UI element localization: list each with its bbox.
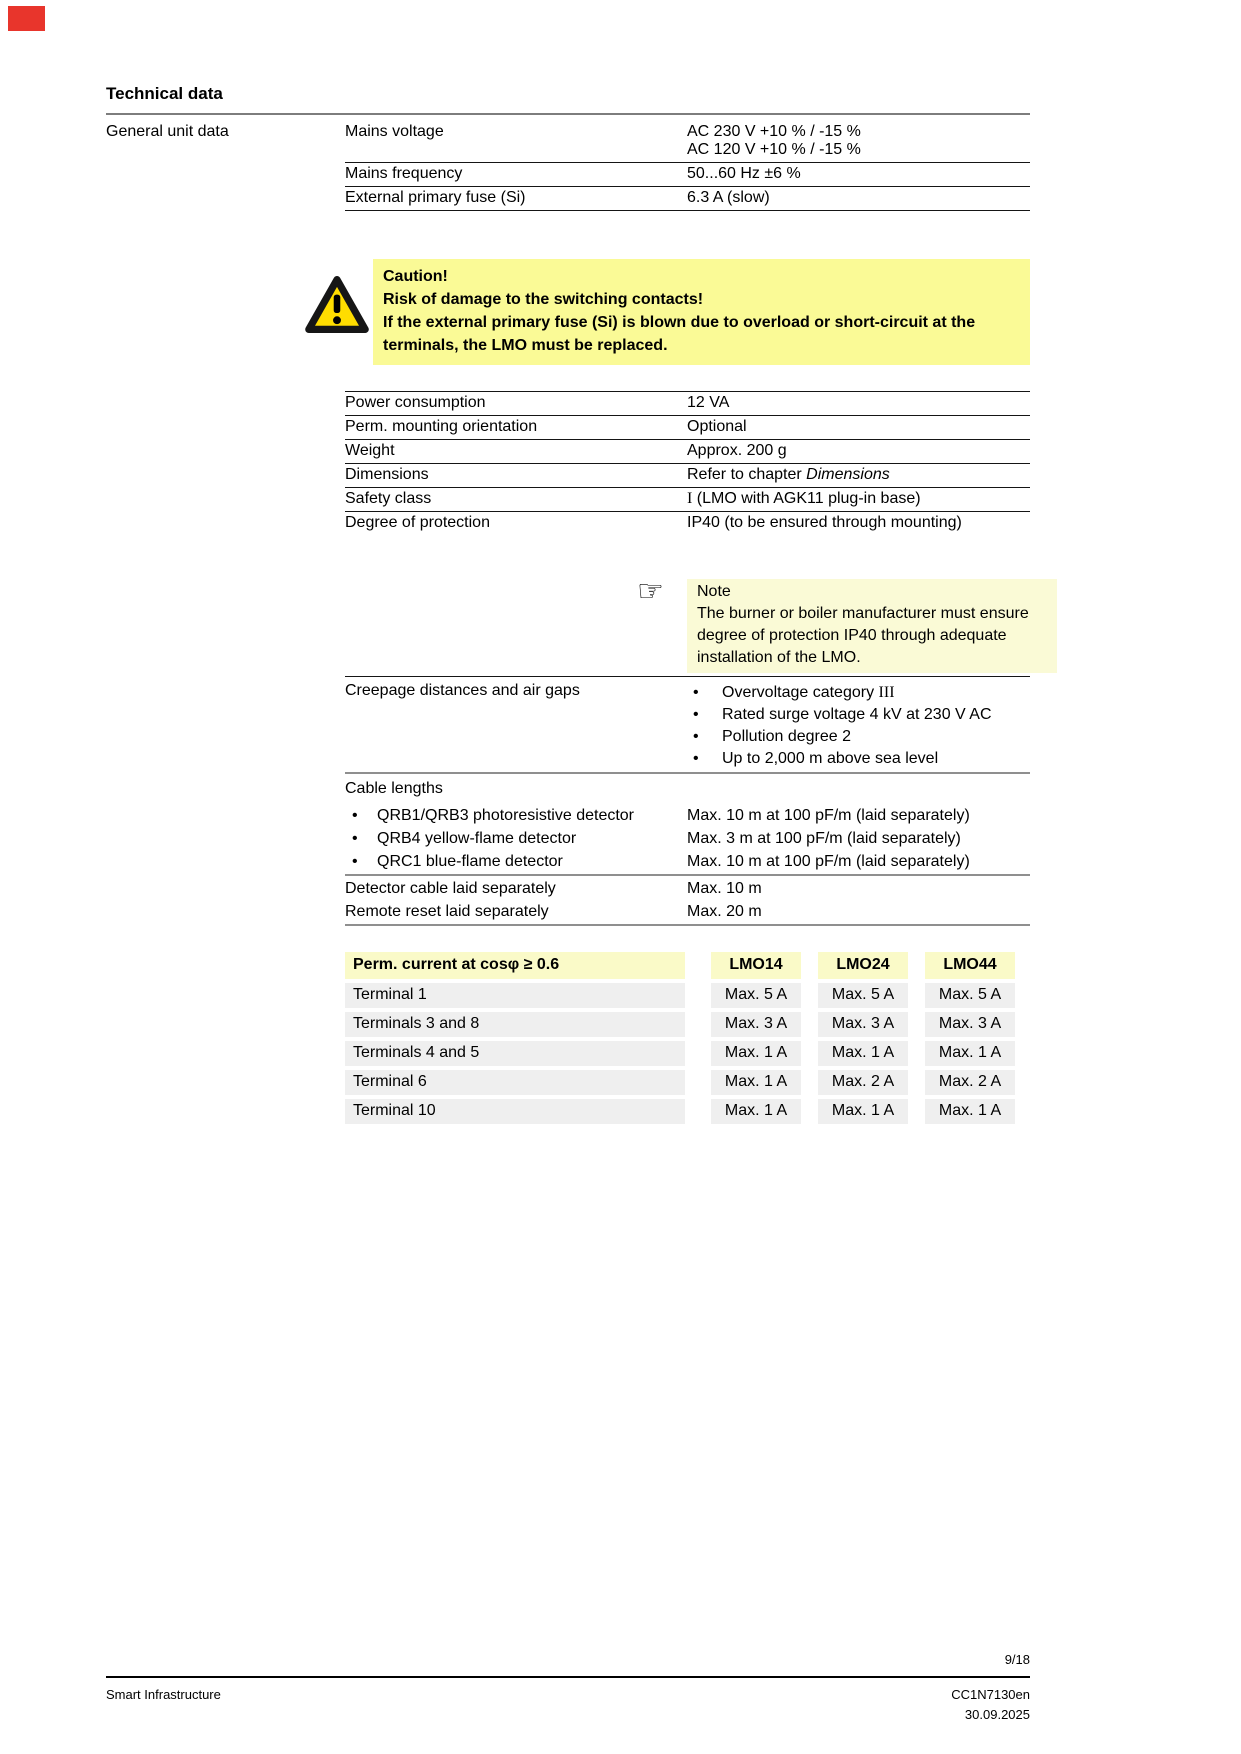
row-value-italic: Dimensions <box>806 466 890 483</box>
row-value-text: (LMO with AGK11 plug-in base) <box>692 490 921 507</box>
row-label: Safety class <box>345 488 687 512</box>
cable-bullet-rows <box>106 801 1030 876</box>
spacer-cell <box>106 828 345 851</box>
caution-box <box>373 259 1030 365</box>
table-row <box>345 1099 1015 1124</box>
table-cell: Max. 3 A <box>818 1012 908 1037</box>
row-label <box>345 851 687 876</box>
row-value: Max. 10 m at 100 pF/m (laid separately) <box>687 807 970 824</box>
table-column-header: LMO14 <box>711 952 801 979</box>
cable-plain-rows <box>106 876 1030 926</box>
table-cell: Max. 1 A <box>818 1099 908 1124</box>
table-header-row <box>345 952 1015 979</box>
spacer-cell <box>106 577 345 677</box>
row-value-line: AC 230 V +10 % / -15 % <box>687 123 861 140</box>
spacer-cell <box>106 488 345 512</box>
spacer-cell <box>106 901 345 926</box>
spacer-cell <box>106 878 345 901</box>
table-row <box>106 878 1030 901</box>
spacer-cell <box>106 774 345 801</box>
bullet-item <box>687 682 1030 704</box>
row-label: Power consumption <box>345 391 687 416</box>
spacer-cell <box>106 391 345 416</box>
spacer-cell <box>106 512 345 535</box>
row-value: Max. 10 m <box>687 880 762 897</box>
table-cell: Max. 1 A <box>711 1099 801 1124</box>
note-row <box>106 574 1030 677</box>
bullet-icon: • <box>352 807 358 824</box>
bullet-text: Rated surge voltage 4 kV at 230 V AC <box>722 706 992 723</box>
row-label <box>345 828 687 851</box>
table-cell: Max. 1 A <box>925 1041 1015 1066</box>
table-row <box>106 440 1030 464</box>
table-cell: Terminals 3 and 8 <box>345 1012 685 1037</box>
row-label: External primary fuse (Si) <box>345 187 687 211</box>
table-header-label: Perm. current at cosφ ≥ 0.6 <box>345 952 685 979</box>
bullet-icon: • <box>693 750 699 767</box>
table-column-header: LMO44 <box>925 952 1015 979</box>
bullet-text: QRB1/QRB3 photoresistive detector <box>377 807 635 824</box>
footer-row <box>106 1685 1030 1725</box>
bullet-text: QRB4 yellow-flame detector <box>377 830 577 847</box>
row-value <box>687 121 1030 163</box>
row-value: Approx. 200 g <box>687 440 1030 464</box>
row-value: IP40 (to be ensured through mounting) <box>687 514 962 531</box>
caution-line: If the external primary fuse (Si) is blown due to overload or short-circuit at the terminals, the LMO must be replaced. <box>383 314 976 354</box>
footer-doc-id: CC1N7130en <box>951 1687 1030 1702</box>
table-cell: Max. 1 A <box>711 1070 801 1095</box>
row-label: Mains frequency <box>345 163 687 187</box>
cable-lengths-header-row <box>106 774 1030 801</box>
row-value-line: AC 120 V +10 % / -15 % <box>687 141 861 158</box>
bullet-item <box>687 726 1030 748</box>
table-cell: Max. 2 A <box>925 1070 1015 1095</box>
table-row <box>106 828 1030 851</box>
current-table <box>345 952 1015 1124</box>
table-row <box>106 512 1030 535</box>
table-cell: Terminal 1 <box>345 983 685 1008</box>
spacer-cell <box>106 464 345 488</box>
row-label: Dimensions <box>345 464 687 488</box>
page-footer <box>106 1652 1030 1725</box>
table-row <box>345 1070 1015 1095</box>
table-row <box>106 901 1030 926</box>
bullet-icon: • <box>352 830 358 847</box>
bullet-item <box>687 704 1030 726</box>
spacer-cell <box>106 187 345 211</box>
row-value: 50...60 Hz ±6 % <box>687 163 1030 187</box>
unit-data-section <box>106 391 1030 535</box>
table-row <box>345 983 1015 1008</box>
table-cell: Max. 5 A <box>711 983 801 1008</box>
row-value: Max. 10 m at 100 pF/m (laid separately) <box>687 851 1030 876</box>
table-cell: Max. 1 A <box>925 1099 1015 1124</box>
row-value: 12 VA <box>687 391 1030 416</box>
page-content <box>106 0 1030 1128</box>
footer-date: 30.09.2025 <box>964 1707 1030 1722</box>
table-cell: Max. 2 A <box>818 1070 908 1095</box>
row-value-roman: I <box>687 490 693 507</box>
table-row <box>106 163 1030 187</box>
creepage-bullets <box>687 677 1030 774</box>
row-label: Degree of protection <box>345 514 490 531</box>
footer-brand: Smart Infrastructure <box>106 1687 221 1702</box>
bullet-text: Overvoltage category <box>722 684 879 701</box>
spacer-cell <box>106 440 345 464</box>
caution-title: Caution! <box>383 268 448 285</box>
table-cell: Max. 5 A <box>818 983 908 1008</box>
spacer-cell <box>106 805 345 828</box>
spacer-cell <box>106 416 345 440</box>
bullet-text: Up to 2,000 m above sea level <box>722 750 939 767</box>
row-value: Optional <box>687 416 1030 440</box>
table-row <box>106 391 1030 416</box>
row-value: Max. 20 m <box>687 901 1030 926</box>
bullet-text: Pollution degree 2 <box>722 728 851 745</box>
row-label: Weight <box>345 440 687 464</box>
table-cell: Max. 3 A <box>925 1012 1015 1037</box>
note-text: The burner or boiler manufacturer must ensure degree of protection IP40 through adequate installation of the LMO. <box>697 605 1029 666</box>
table-row <box>106 416 1030 440</box>
creepage-row <box>106 677 1030 774</box>
row-label: Perm. mounting orientation <box>345 416 687 440</box>
spacer-cell <box>687 774 1030 801</box>
warning-triangle-icon <box>304 275 370 334</box>
spacer-cell <box>345 574 687 677</box>
page-marker <box>8 6 45 31</box>
bullet-text: QRC1 blue-flame detector <box>377 853 563 870</box>
section-subheader: Cable lengths <box>345 780 443 797</box>
table-column-header: LMO24 <box>818 952 908 979</box>
caution-line: Risk of damage to the switching contacts! <box>383 291 704 308</box>
bullet-item <box>687 748 1030 770</box>
general-unit-data-section <box>106 121 1030 211</box>
table-cell: Max. 5 A <box>925 983 1015 1008</box>
note-cell <box>637 574 1030 677</box>
table-row <box>106 488 1030 512</box>
spacer-cell <box>106 851 345 876</box>
table-cell: Max. 3 A <box>711 1012 801 1037</box>
row-label: Creepage distances and air gaps <box>345 677 687 774</box>
row-value <box>687 464 1030 488</box>
row-value <box>687 488 1030 512</box>
bullet-icon: • <box>352 853 358 870</box>
spacer-cell <box>106 163 345 187</box>
bullet-roman: III <box>878 684 895 701</box>
table-cell: Max. 1 A <box>818 1041 908 1066</box>
section-label: General unit data <box>106 123 229 140</box>
row-label: Detector cable laid separately <box>345 880 556 897</box>
row-value: Max. 3 m at 100 pF/m (laid separately) <box>687 830 961 847</box>
note-title: Note <box>697 583 731 600</box>
caution-block <box>106 259 1030 365</box>
page-number: 9/18 <box>1004 1652 1030 1667</box>
row-label: Mains voltage <box>345 121 687 163</box>
table-row <box>106 805 1030 828</box>
pointing-hand-icon: ☞ <box>637 574 664 609</box>
table-cell: Terminal 6 <box>345 1070 685 1095</box>
table-row <box>106 187 1030 211</box>
bullet-icon: • <box>693 728 699 745</box>
bullet-icon: • <box>693 706 699 723</box>
note-box <box>637 574 1057 673</box>
spacer-cell <box>106 677 345 774</box>
table-row <box>106 121 1030 163</box>
table-cell: Max. 1 A <box>711 1041 801 1066</box>
table-row <box>106 464 1030 488</box>
table-row <box>345 1012 1015 1037</box>
row-value: 6.3 A (slow) <box>687 187 1030 211</box>
table-row <box>106 851 1030 876</box>
table-cell: Terminal 10 <box>345 1099 685 1124</box>
row-value-text: Refer to chapter <box>687 466 807 483</box>
row-label <box>345 805 687 828</box>
row-label: Remote reset laid separately <box>345 901 687 926</box>
footer-right <box>951 1685 1030 1725</box>
bullet-icon: • <box>693 684 699 701</box>
page-title: Technical data <box>106 83 1030 115</box>
table-cell: Terminals 4 and 5 <box>345 1041 685 1066</box>
footer-rule <box>106 1676 1030 1678</box>
table-row <box>345 1041 1015 1066</box>
